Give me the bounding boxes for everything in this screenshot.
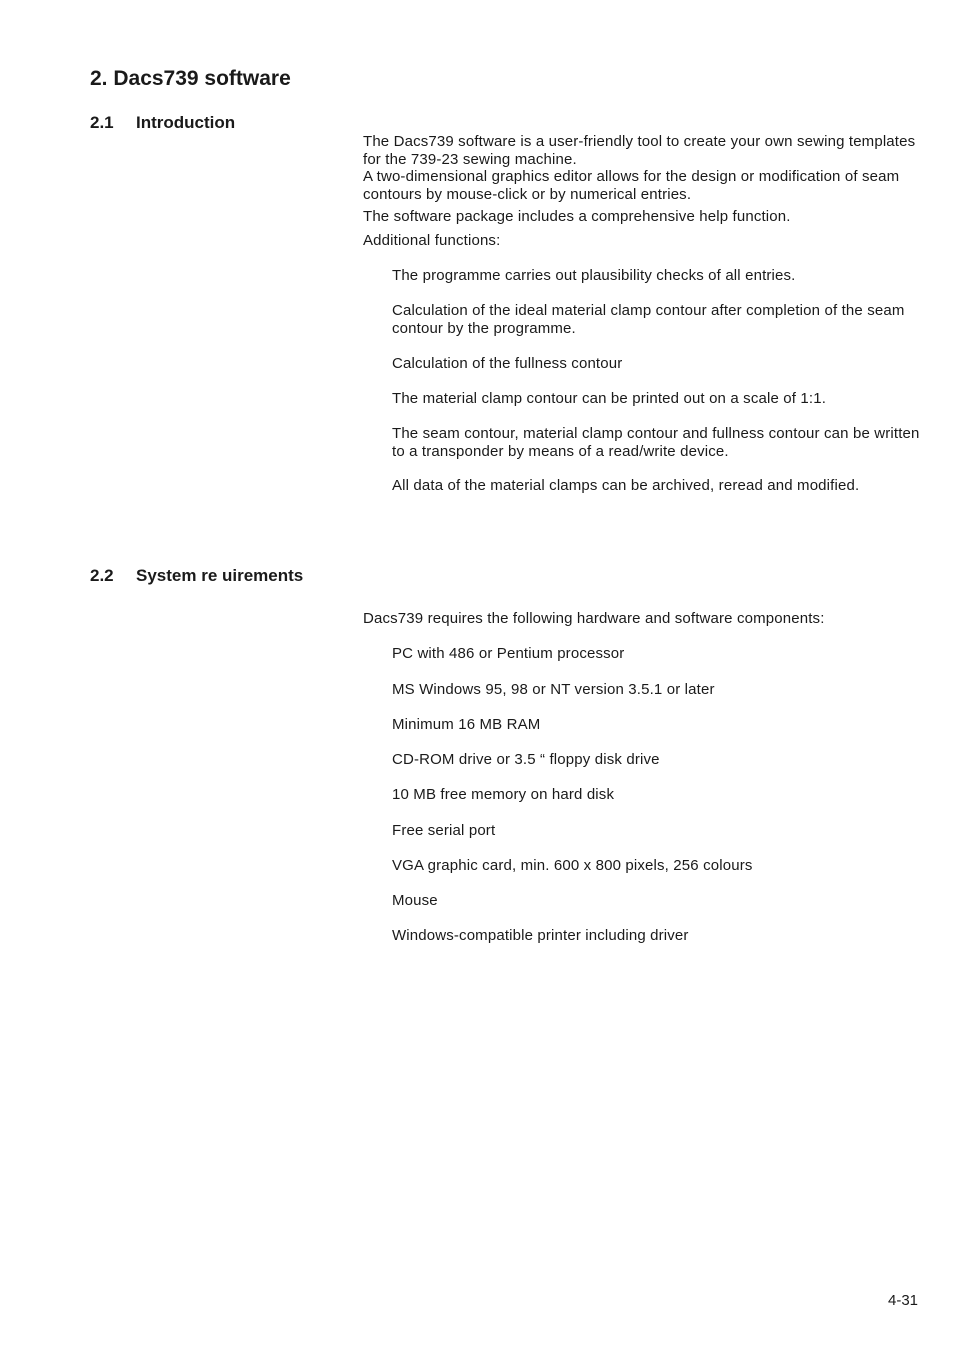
section-title: Introduction: [136, 113, 236, 132]
requirement-item: CD-ROM drive or 3.5 “ floppy disk drive: [392, 751, 660, 768]
intro-paragraph-2: The software package includes a comprehensive help function.: [363, 208, 791, 225]
section-heading-system-requirements: [90, 566, 303, 586]
section-title: System re uirements: [136, 566, 304, 585]
intro-paragraph-1: [363, 133, 923, 203]
section-heading-introduction: [90, 113, 235, 133]
requirement-item: Free serial port: [392, 822, 496, 839]
requirement-item: PC with 486 or Pentium processor: [392, 645, 625, 662]
function-item: The programme carries out plausibility checks of all entries.: [392, 267, 796, 284]
requirement-item: 10 MB free memory on hard disk: [392, 786, 615, 803]
additional-functions-label: Additional functions:: [363, 232, 501, 249]
function-item: The material clamp contour can be printed out on a scale of 1:1.: [392, 390, 827, 407]
function-item: All data of the material clamps can be archived, reread and modified.: [392, 477, 860, 494]
section-number: 2.1: [90, 113, 114, 132]
requirement-item: Minimum 16 MB RAM: [392, 716, 541, 733]
requirement-item: Mouse: [392, 892, 438, 909]
requirement-item: VGA graphic card, min. 600 x 800 pixels, 256 colours: [392, 857, 753, 874]
function-item: Calculation of the ideal material clamp contour after completion of the seam contour by the programme.: [392, 302, 905, 337]
page-number: 4-31: [888, 1292, 919, 1309]
requirement-item: Windows-compatible printer including driver: [392, 927, 689, 944]
chapter-title: 2. Dacs739 software: [90, 67, 291, 90]
function-item: Calculation of the fullness contour: [392, 355, 623, 372]
intro-paragraph-1-line-1: The Dacs739 software is a user-friendly tool to create your own sewing templates for the 739-23 sewing machine.: [363, 133, 916, 168]
requirement-item: MS Windows 95, 98 or NT version 3.5.1 or later: [392, 681, 715, 698]
function-item: The seam contour, material clamp contour and fullness contour can be written to a transponder by means of a read/write device.: [392, 425, 920, 460]
intro-paragraph-1-line-2: A two-dimensional graphics editor allows for the design or modification of seam contours by mouse-click or by numerical entries.: [363, 168, 900, 203]
requirements-lead: Dacs739 requires the following hardware and software components:: [363, 610, 825, 627]
section-number: 2.2: [90, 566, 114, 585]
